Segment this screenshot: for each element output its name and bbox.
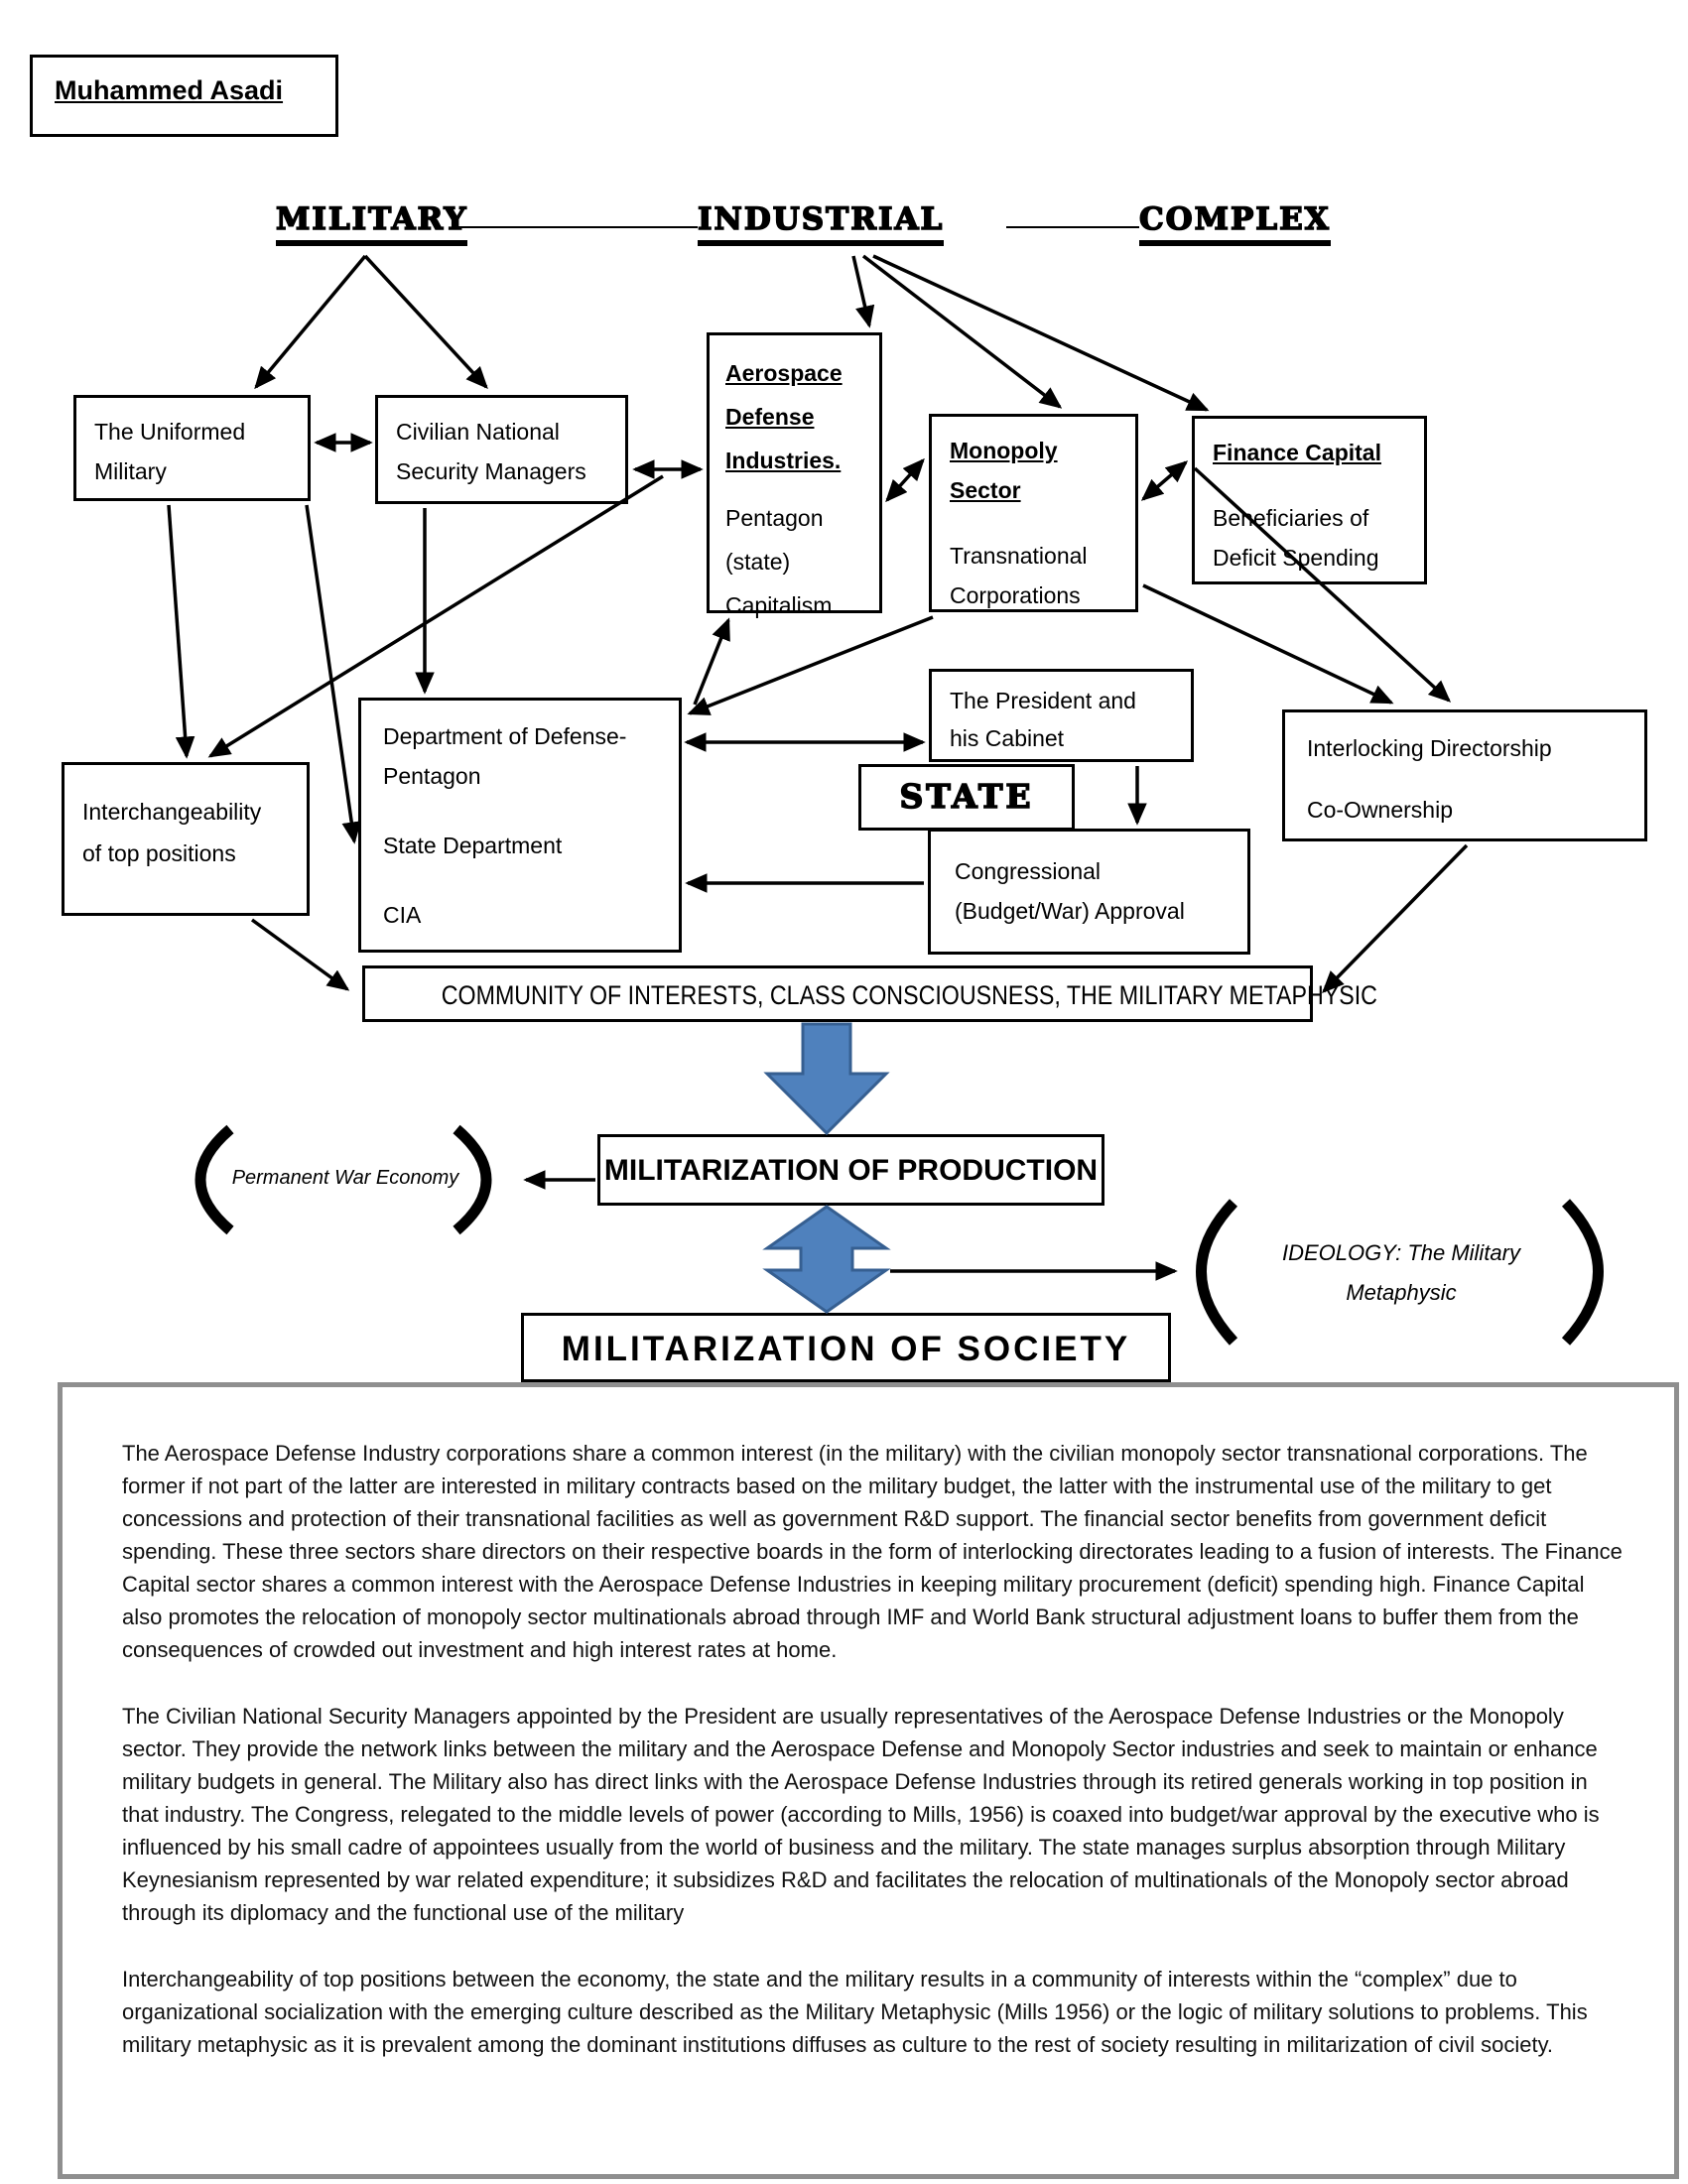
box-aerospace-defense-industries <box>707 332 882 618</box>
finance-h1: Finance Capital <box>1213 440 1381 465</box>
aerospace-b3: Capitalism <box>725 592 833 618</box>
ideology-paren-left <box>1202 1203 1234 1342</box>
civilian-line1: Civilian National <box>396 419 560 445</box>
president-line1: The President and <box>950 688 1136 713</box>
aerospace-b1: Pentagon <box>725 505 824 531</box>
interchangeability-line2: of top positions <box>82 840 236 866</box>
monopoly-b2: Corporations <box>950 582 1081 608</box>
ideology-paren-right <box>1566 1203 1599 1342</box>
dod-line1: Department of Defense- <box>383 723 627 749</box>
box-uniformed-military <box>73 395 311 501</box>
ideology-line2: Metaphysic <box>1346 1280 1457 1305</box>
dod-line3: State Department <box>383 833 563 858</box>
blue-down-arrow <box>767 1024 886 1133</box>
president-line2: his Cabinet <box>950 725 1065 751</box>
explanation-panel <box>58 1382 1679 2179</box>
ideology-line1: IDEOLOGY: The Military <box>1281 1240 1520 1265</box>
box-congressional-approval <box>928 829 1250 955</box>
aerospace-h3: Industries. <box>725 448 842 473</box>
box-state <box>858 764 1075 831</box>
paragraph-2: The Civilian National Security Managers appointed by the President are usually representatives of the Aerospace Defense Industries or the Monopoly sector. They provide the network links between the military and the Aerospace Defense and Monopoly Sector industries and seek to maintain or enhance military budgets in general. The Military also has direct links with the Aerospace Defense Industries through its retired generals working in top position in that industry. The Congress, relegated to the middle levels of power (according to Mills, 1956) is coaxed into budget/war approval by the executive who is influenced by his small cadre of appointees usually from the world of business and the military. The state manages surplus absorption through Military Keynesianism represented by war related expenditure; it subsidizes R&D and facilitates the relocation of multinationals of the Monopoly sector abroad through its diplomacy and the functional use of the military <box>122 1704 1600 1925</box>
congress-line1: Congressional <box>955 858 1102 884</box>
box-militarization-of-production <box>597 1134 1104 1206</box>
uniformed-line1: The Uniformed <box>94 419 246 445</box>
blue-updown-arrow <box>767 1207 886 1312</box>
monopoly-h1: Monopoly <box>950 438 1058 463</box>
congress-line2: (Budget/War) Approval <box>955 898 1185 924</box>
title-complex: COMPLEX <box>1139 201 1331 246</box>
finance-b2: Deficit Spending <box>1213 545 1379 571</box>
box-civilian-security-managers <box>375 395 628 504</box>
monopoly-h2: Sector <box>950 477 1021 503</box>
paragraph-1: The Aerospace Defense Industry corporations share a common interest (in the military) with the civilian monopoly sector transnational corporations. The former if not part of the latter are interested in military contracts based on the military budget, the latter with the instrumental use of the military to get concessions and protection of their transnational facilities as well as government R&D support. The financial sector benefits from government deficit spending. These three sectors share directors on their respective boards in the form of interlocking directorates leading to a fusion of interests. The Finance Capital sector shares a common interest with the Aerospace Defense Industries in keeping military procurement (deficit) spending high. Finance Capital also promotes the relocation of monopoly sector multinationals abroad through IMF and World Bank structural adjustment loans to buffer them from the consequences of crowded out investment and high interest rates at home. <box>122 1441 1623 1662</box>
permanent-war-economy-label: Permanent War Economy <box>231 1167 459 1189</box>
community-label: COMMUNITY OF INTERESTS, CLASS CONSCIOUSNESS, THE MILITARY METAPHYSIC <box>441 980 1377 1010</box>
interlocking-line1: Interlocking Directorship <box>1307 735 1552 761</box>
aerospace-b2: (state) <box>725 549 791 575</box>
author-name-box <box>30 55 338 137</box>
civilian-line2: Security Managers <box>396 458 586 484</box>
aerospace-h2: Defense <box>725 404 815 430</box>
title-industrial: INDUSTRIAL <box>698 201 944 246</box>
production-label: MILITARIZATION OF PRODUCTION <box>603 1154 1099 1187</box>
dod-line2: Pentagon <box>383 763 481 789</box>
box-militarization-of-society <box>521 1313 1171 1382</box>
state-label: STATE <box>899 777 1034 816</box>
monopoly-b1: Transnational <box>950 543 1088 569</box>
interlocking-line2: Co-Ownership <box>1307 797 1453 823</box>
box-finance-capital <box>1192 416 1427 584</box>
box-dod-state-cia <box>358 698 682 953</box>
box-president-cabinet <box>929 669 1194 762</box>
uniformed-line2: Military <box>94 458 167 484</box>
interchangeability-line1: Interchangeability <box>82 799 262 825</box>
paragraph-3: Interchangeability of top positions between the economy, the state and the military results in a community of interests within the “complex” due to organizational socialization with the emerging culture described as the Military Metaphysic (Mills 1956) or the logic of military solutions to problems. This military metaphysic as it is prevalent among the dominant institutions diffuses as culture to the rest of society resulting in militarization of civil society. <box>122 1967 1588 2057</box>
author-name: Muhammed Asadi <box>55 75 284 105</box>
title-military: MILITARY <box>276 201 467 246</box>
box-community-of-interests <box>362 965 1377 1022</box>
box-monopoly-sector <box>929 414 1138 612</box>
dod-line4: CIA <box>383 902 422 928</box>
ideology-label <box>1252 1233 1550 1313</box>
society-label: MILITARIZATION OF SOCIETY <box>561 1330 1131 1368</box>
aerospace-h1: Aerospace <box>725 360 843 386</box>
box-interlocking-directorship <box>1282 709 1647 841</box>
finance-b1: Beneficiaries of <box>1213 505 1369 531</box>
box-interchangeability <box>62 762 310 916</box>
